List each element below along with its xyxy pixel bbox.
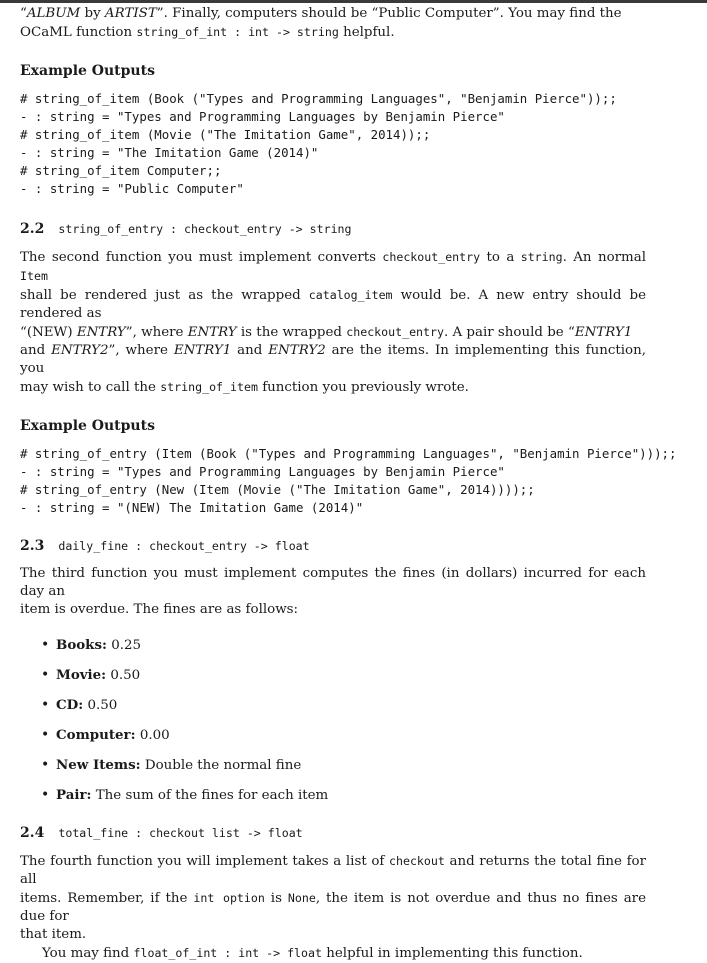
document-page: [20, 5, 677, 963]
list-item: • Books: 0.25: [20, 630, 646, 660]
section-2-2-heading: [20, 220, 646, 238]
inline-code: string_of_int : int -> string: [136, 25, 339, 39]
list-item: • Movie: 0.50: [20, 660, 646, 690]
code-block-2: [20, 445, 677, 517]
function-signature: string_of_entry : checkout_entry -> string: [58, 222, 352, 236]
section-2-4-heading: [20, 824, 646, 842]
function-signature: daily_fine : checkout_entry -> float: [58, 539, 310, 553]
list-item: • New Items: Double the normal fine: [20, 750, 646, 780]
para-line: The second function you must implement converts checkout_entry to a string. An normal Item: [20, 250, 646, 283]
para-line: “(NEW) ENTRY”, where ENTRY is the wrapped checkout_entry. A pair should be “ENTRY1: [20, 325, 633, 340]
code-line: - : string = "Types and Programming Languages by Benjamin Pierce": [20, 109, 505, 124]
text: by: [80, 6, 105, 21]
text: OCaML function: [20, 25, 137, 40]
para-line: The fourth function you will implement takes a list of checkout and returns the total fine for all: [20, 854, 646, 887]
para-line: may wish to call the string_of_item function you previously wrote.: [20, 380, 469, 395]
example-outputs-heading-2: Example Outputs: [20, 418, 155, 434]
list-item: • CD: 0.50: [20, 690, 646, 720]
para-line: that item.: [20, 927, 87, 942]
code-line: # string_of_item (Book ("Types and Programming Languages", "Benjamin Pierce"));;: [20, 91, 617, 106]
para-line: The third function you must implement computes the fines (in dollars) incurred for each day an: [20, 566, 646, 599]
code-line: # string_of_item (Movie ("The Imitation Game", 2014));;: [20, 127, 431, 142]
intro-line-2: [20, 23, 646, 42]
fine-list: [20, 630, 646, 810]
para-line: You may find float_of_int : int -> float helpful in implementing this function.: [42, 946, 583, 961]
artist-var: ARTIST: [104, 6, 157, 21]
section-2-2-paragraph: [20, 248, 646, 397]
code-line: - : string = "Public Computer": [20, 181, 244, 196]
code-line: # string_of_entry (New (Item (Movie ("The Imitation Game", 2014))));;: [20, 482, 535, 497]
para-line: shall be rendered just as the wrapped catalog_item would be. A new entry should be rendered as: [20, 288, 646, 321]
code-line: - : string = "(NEW) The Imitation Game (2014)": [20, 500, 364, 515]
section-number: 2.3: [20, 538, 45, 554]
list-item: • Pair: The sum of the fines for each item: [20, 780, 646, 810]
section-number: 2.4: [20, 825, 45, 841]
text: “: [20, 6, 27, 21]
intro-line-1: [20, 5, 646, 23]
code-line: # string_of_entry (Item (Book ("Types and Programming Languages", "Benjamin Pierce")));;: [20, 446, 677, 461]
section-2-3-heading: [20, 537, 646, 555]
text: helpful.: [338, 25, 395, 40]
code-line: - : string = "Types and Programming Languages by Benjamin Pierce": [20, 464, 505, 479]
code-line: # string_of_item Computer;;: [20, 163, 222, 178]
list-item: • Computer: 0.00: [20, 720, 646, 750]
para-line: and ENTRY2”, where ENTRY1 and ENTRY2 are the items. In implementing this function, you: [20, 343, 646, 376]
function-signature: total_fine : checkout list -> float: [58, 826, 303, 840]
para-line: item is overdue. The fines are as follows:: [20, 602, 299, 617]
text: ”. Finally, computers should be “Public Computer”. You may find the: [156, 6, 622, 21]
section-2-4-paragraph: [20, 852, 646, 963]
code-block-1: [20, 90, 646, 198]
code-line: - : string = "The Imitation Game (2014)": [20, 145, 319, 160]
example-outputs-heading-1: Example Outputs: [20, 63, 155, 79]
section-number: 2.2: [20, 221, 45, 237]
album-var: ALBUM: [26, 6, 81, 21]
top-rule: [0, 0, 707, 3]
para-line: items. Remember, if the int option is None, the item is not overdue and thus no fines are due for: [20, 891, 647, 924]
